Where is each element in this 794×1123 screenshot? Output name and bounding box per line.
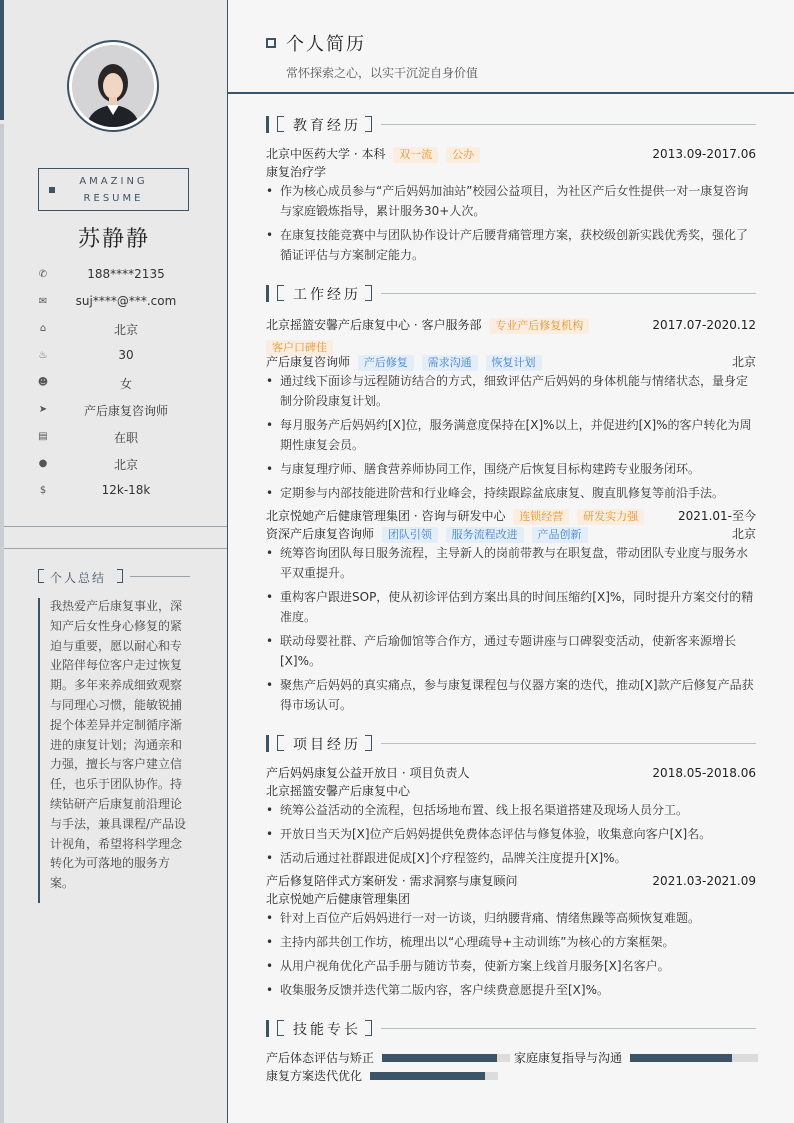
info-status-value: 在职: [113, 431, 138, 445]
education-major: 康复治疗学: [266, 165, 327, 179]
company-tag: 客户口碑佳: [266, 340, 333, 356]
skill-name: 家庭康复指导与沟通: [514, 1051, 623, 1065]
work-date: 2017.07-2020.12: [652, 318, 756, 332]
school-name: 北京中医药大学 · 本科: [266, 147, 386, 161]
info-residence-value: 北京: [113, 323, 138, 337]
info-age: [36, 347, 196, 367]
money-icon: $: [39, 485, 47, 496]
work-bullet: • 统筹咨询团队每日服务流程，主导新人的岗前带教与在职复盘，带动团队专业度与服务水平双重提升。: [266, 543, 758, 583]
badge-square-icon: [49, 187, 55, 193]
sidebar: [0, 0, 228, 1123]
project-bullet: • 收集服务反馈并迭代第二版内容，客户续费意愿提升至[X]%。: [266, 980, 758, 1000]
work-2-role: [266, 525, 756, 543]
school-tag: 双一流: [393, 147, 438, 163]
info-status: [36, 428, 196, 448]
info-city-value: 北京: [113, 458, 138, 472]
role-tag: 产品创新: [532, 527, 588, 543]
info-salary: [36, 482, 196, 502]
work-role: 产后康复咨询师: [266, 355, 351, 369]
sidebar-accent-stripe-lower: [0, 124, 4, 1123]
section-education: [266, 116, 756, 134]
info-gender: [36, 374, 196, 394]
work-bullet: • 联动母婴社群、产后瑜伽馆等合作方，通过专题讲座与口碑裂变活动，使新客来源增长[X]%。: [266, 631, 758, 671]
education-bullet: • 在康复技能竞赛中与团队协作设计产后腰背痛管理方案，获校级创新实践优秀奖，强化了循证评估与方案制定能力。: [266, 225, 758, 265]
work-city: 北京: [731, 355, 756, 369]
work-company: 北京悦她产后健康管理集团 · 咨询与研发中心: [266, 509, 506, 523]
briefcase-icon: ▤: [38, 431, 48, 442]
page-title: 个人简历: [286, 34, 366, 55]
skill-bar-fill: [370, 1072, 485, 1080]
work-city: 北京: [731, 527, 756, 541]
title-square-icon: [266, 38, 276, 48]
education-bullet: • 作为核心成员参与“产后妈妈加油站”校园公益项目，为社区产后女性提供一对一康复咨询与家庭锻炼指导，累计服务30+人次。: [266, 181, 758, 221]
sidebar-divider: [4, 526, 227, 527]
info-city: [36, 455, 196, 475]
project-date: 2018.05-2018.06: [652, 766, 756, 780]
skill-bar-fill: [382, 1054, 497, 1062]
info-email-value: suj****@***.com: [75, 294, 177, 308]
sidebar-accent-stripe: [0, 0, 4, 120]
work-bullet: • 定期参与内部技能进阶营和行业峰会，持续跟踪盆底康复、腹直肌修复等前沿手法。: [266, 483, 758, 503]
summary-title: 个人总结: [50, 571, 107, 585]
company-tag: 专业产后修复机构: [489, 318, 589, 334]
project-bullet: • 活动后通过社群跟进促成[X]个疗程签约，品牌关注度提升[X]%。: [266, 848, 758, 868]
skill-name: 产后体态评估与矫正: [266, 1051, 375, 1065]
project-bullet: • 开放日当天为[X]位产后妈妈提供免费体态评估与修复体验，收集意向客户[X]名。: [266, 824, 758, 844]
work-role: 资深产后康复咨询师: [266, 527, 375, 541]
phone-icon: ✆: [38, 269, 48, 280]
summary-accent-bar: [38, 598, 40, 903]
work-company: 北京摇篮安馨产后康复中心 · 客户服务部: [266, 318, 482, 332]
school-tag: 公办: [446, 147, 480, 163]
location-icon: ●: [38, 458, 48, 469]
company-tag: 连锁经营: [513, 509, 569, 525]
work-1-role: [266, 353, 756, 371]
work-bullet: • 重构客户跟进SOP，使从初诊评估到方案出具的时间压缩约[X]%，同时提升方案交付的精准度。: [266, 587, 758, 627]
project-org: 北京悦她产后健康管理集团: [266, 892, 411, 906]
info-email: [36, 293, 196, 313]
main-content: [228, 0, 794, 1123]
work-1-header: [266, 314, 756, 354]
candidate-name: 苏静静: [77, 227, 150, 252]
info-position: [36, 401, 196, 421]
badge-line-2: RESUME: [83, 193, 144, 204]
section-title: 工作经历: [293, 287, 361, 303]
skill-bar-fill: [630, 1054, 732, 1062]
info-age-value: 30: [118, 348, 134, 362]
info-phone: [36, 266, 196, 286]
header-divider: [228, 92, 794, 94]
project-date: 2021.03-2021.09: [652, 874, 756, 888]
work-bullet: • 每月服务产后妈妈约[X]位，服务满意度保持在[X]%以上，并促进约[X]%的客户转化为周期性康复会员。: [266, 415, 758, 455]
project-bullet: • 主持内部共创工作坊，梳理出以“心理疏导+主动训练”为核心的方案框架。: [266, 932, 758, 952]
work-bullet: • 与康复理疗师、膳食营养师协同工作，围绕产后恢复目标构建跨专业服务闭环。: [266, 459, 758, 479]
work-2-header: [266, 507, 756, 525]
project-bullet: • 从用户视角优化产品手册与随访节奏，使新方案上线首月服务[X]名客户。: [266, 956, 758, 976]
section-title: 项目经历: [293, 737, 361, 753]
send-icon: ➤: [38, 404, 48, 415]
info-residence: [36, 320, 196, 340]
skill-name: 康复方案迭代优化: [266, 1069, 363, 1083]
sidebar-divider: [4, 548, 227, 549]
cake-icon: ♨: [38, 350, 48, 361]
project-org: 北京摇篮安馨产后康复中心: [266, 784, 411, 798]
skill-bar: [370, 1072, 498, 1080]
page-subtitle: 常怀探索之心，以实干沉淀自身价值: [286, 66, 479, 80]
project-bullet: • 统筹公益活动的全流程，包括场地布置、线上报名渠道搭建及现场人员分工。: [266, 800, 758, 820]
info-position-value: 产后康复咨询师: [83, 404, 168, 418]
amazing-resume-badge: [38, 168, 189, 211]
work-bullet: • 聚焦产后妈妈的真实痛点，参与康复课程包与仪器方案的迭代，推动[X]款产后修复产品获得市场认可。: [266, 675, 758, 715]
project-title: 产后修复陪伴式方案研发 · 需求洞察与康复顾问: [266, 874, 518, 888]
summary-heading: [38, 569, 188, 585]
role-tag: 产后修复: [358, 355, 414, 371]
badge-line-1: AMAZING: [79, 176, 148, 187]
section-skills: [266, 1020, 756, 1038]
info-phone-value: 188****2135: [87, 267, 165, 281]
home-icon: ⌂: [39, 323, 47, 334]
summary-text: 我热爱产后康复事业，深知产后女性身心修复的紧迫与重要，愿以耐心和专业陪伴每位客户走过恢复期。多年来养成细致观察与同理心习惯，能敏锐捕捉个体差异并定制循序渐进的康复计划；沟通亲和力强，擅长与客户建立信任，也乐于团队协作。持续钻研产后康复前沿理论与手法，兼具课程/产品设计视角，希望将科学理念转化为可落地的服务方案。: [50, 599, 187, 891]
skill-bar: [630, 1054, 758, 1062]
mail-icon: ✉: [38, 296, 48, 307]
project-2-header: [266, 872, 756, 890]
avatar-photo: [72, 45, 154, 127]
avatar: [67, 40, 159, 132]
info-salary-value: 12k-18k: [101, 483, 151, 497]
role-tag: 团队引领: [382, 527, 438, 543]
role-tag: 需求沟通: [422, 355, 478, 371]
section-title: 技能专长: [293, 1022, 361, 1038]
education-date: 2013.09-2017.06: [652, 147, 756, 161]
role-tag: 服务流程改进: [446, 527, 524, 543]
project-1-header: [266, 764, 756, 782]
education-header: [266, 145, 756, 163]
work-bullet: • 通过线下面诊与远程随访结合的方式，细致评估产后妈妈的身体机能与情绪状态，量身定制分阶段康复计划。: [266, 371, 758, 411]
project-bullet: • 针对上百位产后妈妈进行一对一访谈，归纳腰背痛、情绪焦躁等高频恢复难题。: [266, 908, 758, 928]
work-date: 2021.01-至今: [678, 509, 756, 523]
section-title: 教育经历: [293, 118, 361, 134]
section-work: [266, 285, 756, 303]
skill-bar: [382, 1054, 510, 1062]
role-tag: 恢复计划: [486, 355, 542, 371]
company-tag: 研发实力强: [577, 509, 644, 525]
face-icon: ☻: [37, 377, 49, 388]
project-title: 产后妈妈康复公益开放日 · 项目负责人: [266, 766, 470, 780]
info-gender-value: 女: [119, 377, 132, 391]
section-projects: [266, 735, 756, 753]
